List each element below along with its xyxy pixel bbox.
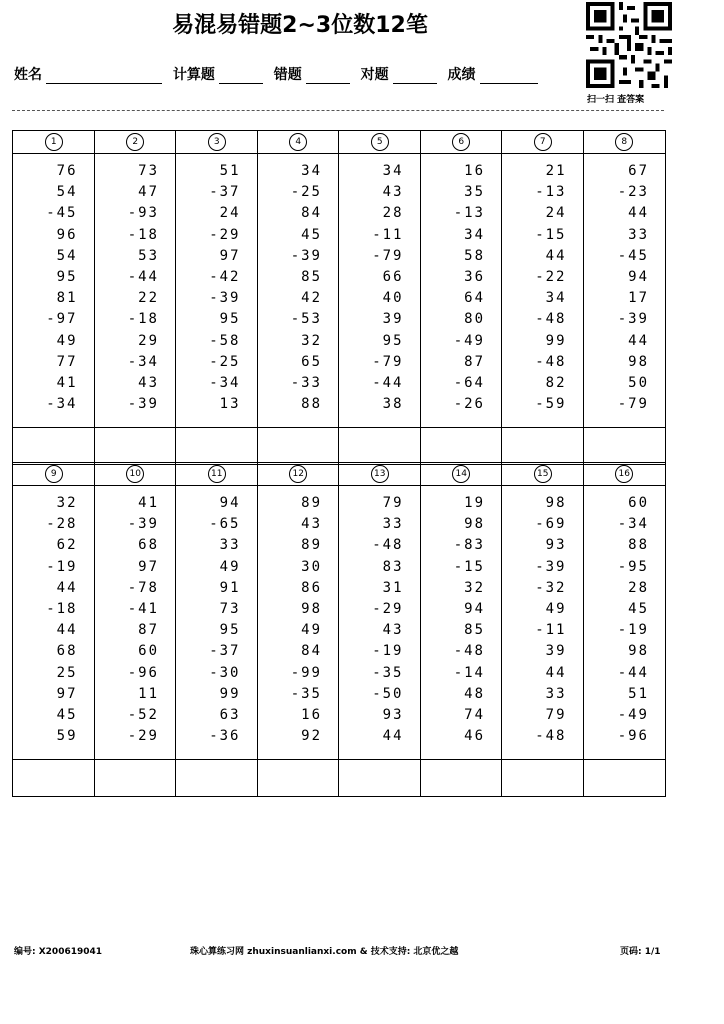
answer-box[interactable] <box>258 427 340 465</box>
problem-value: -14 <box>453 664 485 681</box>
problem-value: 49 <box>545 601 567 618</box>
problem-header <box>421 131 503 154</box>
problem-number: 8 <box>615 133 633 151</box>
problem-value: 68 <box>56 643 78 660</box>
problem-number: 6 <box>452 133 470 151</box>
problem-value: 28 <box>628 579 649 596</box>
problem-value: 89 <box>301 495 322 511</box>
problem-value: 33 <box>219 537 241 554</box>
problem-value: 34 <box>301 163 322 179</box>
problem-values <box>209 161 240 415</box>
problem-column <box>502 131 584 464</box>
problem-value: 46 <box>464 728 485 745</box>
divider <box>12 110 664 111</box>
problem-value: -28 <box>46 516 78 533</box>
problem-value: -53 <box>290 311 322 328</box>
problem-value: -33 <box>290 375 322 392</box>
problem-value: -25 <box>209 353 241 370</box>
problem-value: -78 <box>127 579 159 596</box>
problem-header <box>584 131 666 154</box>
problem-value: 95 <box>56 269 78 286</box>
problem-column <box>13 463 95 796</box>
problem-value: 32 <box>301 332 322 349</box>
problem-value: 97 <box>219 247 241 264</box>
problem-value: 45 <box>56 707 78 724</box>
problem-value: 36 <box>464 269 485 286</box>
problem-value: -39 <box>535 558 567 575</box>
problem-value: 44 <box>628 205 649 222</box>
problem-value: -29 <box>372 601 404 618</box>
problem-number: 9 <box>45 465 63 483</box>
problem-value: 16 <box>464 163 485 179</box>
problem-values <box>209 493 240 747</box>
problem-value: 43 <box>382 622 404 639</box>
problem-value: -39 <box>209 290 241 307</box>
problem-value: 45 <box>301 226 322 243</box>
problem-values <box>46 493 77 747</box>
problem-value: 42 <box>301 290 322 307</box>
problem-value: 67 <box>628 163 649 179</box>
problem-value: -29 <box>209 226 241 243</box>
problem-value: -48 <box>453 643 485 660</box>
problem-value: 49 <box>219 558 241 575</box>
answer-box[interactable] <box>502 427 584 465</box>
problem-header <box>339 131 421 154</box>
problem-number: 13 <box>371 465 389 483</box>
problem-value: -79 <box>372 353 404 370</box>
problem-column <box>176 463 258 796</box>
problem-value: -18 <box>127 226 159 243</box>
problem-values <box>618 161 649 415</box>
problem-value: 44 <box>545 247 567 264</box>
problem-value: -44 <box>617 664 649 681</box>
problem-value: 92 <box>301 728 322 745</box>
problem-value: 43 <box>138 375 159 392</box>
problem-column <box>339 463 421 796</box>
problem-value: 39 <box>382 311 404 328</box>
problem-header <box>502 131 584 154</box>
problem-value: 34 <box>464 226 485 243</box>
answer-box[interactable] <box>421 759 503 797</box>
problem-value: -95 <box>617 558 649 575</box>
problem-value: 95 <box>219 622 241 639</box>
problem-column <box>339 131 421 464</box>
problem-values <box>535 493 566 747</box>
problem-value: -52 <box>127 707 159 724</box>
name-field[interactable] <box>46 67 162 84</box>
problem-value: 84 <box>301 205 322 222</box>
problem-value: 82 <box>545 375 567 392</box>
problem-value: 97 <box>138 558 159 575</box>
problem-value: 83 <box>382 558 404 575</box>
problem-number: 12 <box>289 465 307 483</box>
problem-value: -41 <box>127 601 159 618</box>
problem-values <box>372 493 403 747</box>
problem-value: -97 <box>46 311 78 328</box>
problem-value: 87 <box>138 622 159 639</box>
problem-value: -48 <box>535 728 567 745</box>
problem-column <box>584 463 666 796</box>
problem-value: 95 <box>382 332 404 349</box>
problem-value: -13 <box>453 205 485 222</box>
problem-value: 85 <box>301 269 322 286</box>
problem-value: 43 <box>301 516 322 533</box>
problem-value: 88 <box>628 537 649 554</box>
problem-value: 25 <box>56 664 78 681</box>
problem-value: 43 <box>382 184 404 201</box>
problem-value: 16 <box>301 707 322 724</box>
problem-value: 48 <box>464 685 485 702</box>
problem-column <box>95 463 177 796</box>
problem-value: 96 <box>56 226 78 243</box>
problem-value: 66 <box>382 269 404 286</box>
problem-value: -58 <box>209 332 241 349</box>
wrong-label: 错题 <box>273 67 302 83</box>
problem-value: 74 <box>464 707 485 724</box>
footer-site: 珠心算练习网 zhuxinsuanlianxi.com & 技术支持: 北京优之越 <box>190 947 459 957</box>
problem-column <box>176 131 258 464</box>
problem-value: 39 <box>545 643 567 660</box>
answer-box[interactable] <box>176 427 258 465</box>
right-label: 对题 <box>360 67 389 83</box>
answer-box[interactable] <box>584 427 666 465</box>
problem-value: 33 <box>628 226 649 243</box>
problem-value: 41 <box>138 495 159 511</box>
problem-value: 19 <box>464 495 485 511</box>
problem-value: 73 <box>138 163 159 179</box>
problem-number: 1 <box>45 133 63 151</box>
problem-value: 24 <box>219 205 241 222</box>
problem-value: 32 <box>464 579 485 596</box>
problem-header <box>95 463 177 486</box>
problem-value: 62 <box>56 537 78 554</box>
problem-values <box>128 493 159 747</box>
problem-value: -19 <box>372 643 404 660</box>
problem-values <box>454 161 485 415</box>
answer-box[interactable] <box>258 759 340 797</box>
problem-value: 93 <box>545 537 567 554</box>
problem-value: 21 <box>545 163 567 179</box>
problem-value: 98 <box>628 643 649 660</box>
problem-column <box>421 463 503 796</box>
problem-value: 31 <box>382 579 404 596</box>
problem-header <box>13 131 95 154</box>
problem-value: 98 <box>628 353 649 370</box>
problem-value: -15 <box>453 558 485 575</box>
problem-values <box>128 161 159 415</box>
problem-value: -65 <box>209 516 241 533</box>
problem-column <box>13 131 95 464</box>
right-count-field[interactable] <box>393 67 437 84</box>
problem-value: -11 <box>535 622 567 639</box>
answer-box[interactable] <box>502 759 584 797</box>
problem-value: 98 <box>545 495 567 511</box>
student-info-row <box>14 64 544 84</box>
problem-value: 85 <box>464 622 485 639</box>
answer-box[interactable] <box>95 427 177 465</box>
problem-value: 73 <box>219 601 241 618</box>
problem-value: 89 <box>301 537 322 554</box>
problem-value: 44 <box>545 664 567 681</box>
problem-value: -13 <box>535 184 567 201</box>
problem-value: 88 <box>301 396 322 413</box>
problem-value: -19 <box>617 622 649 639</box>
problem-value: -39 <box>127 516 159 533</box>
problem-value: -34 <box>209 375 241 392</box>
problem-value: -83 <box>453 537 485 554</box>
problem-header <box>258 463 340 486</box>
problem-value: 13 <box>219 396 241 413</box>
problem-value: 97 <box>56 685 78 702</box>
footer-page: 页码: 1/1 <box>620 947 661 957</box>
answer-box[interactable] <box>13 759 95 797</box>
problem-value: 94 <box>219 495 241 511</box>
problem-header <box>502 463 584 486</box>
problem-grid <box>12 462 666 797</box>
problem-value: 17 <box>628 290 649 307</box>
problem-value: -37 <box>209 184 241 201</box>
problem-value: -30 <box>209 664 241 681</box>
problem-number: 15 <box>534 465 552 483</box>
problem-value: -48 <box>535 311 567 328</box>
problem-header <box>421 463 503 486</box>
problem-value: 41 <box>56 375 78 392</box>
problem-header <box>13 463 95 486</box>
problem-value: 91 <box>219 579 241 596</box>
problem-value: -96 <box>127 664 159 681</box>
footer-serial: 编号: X200619041 <box>14 947 103 957</box>
problem-number: 2 <box>126 133 144 151</box>
problem-header <box>584 463 666 486</box>
answer-box[interactable] <box>584 759 666 797</box>
problem-value: 65 <box>301 353 322 370</box>
problem-value: -18 <box>46 601 78 618</box>
problem-value: 54 <box>56 184 78 201</box>
problem-value: 86 <box>301 579 322 596</box>
problem-value: 58 <box>464 247 485 264</box>
problem-value: 34 <box>382 163 404 179</box>
problem-value: -36 <box>209 728 241 745</box>
problem-value: -23 <box>617 184 649 201</box>
problem-number: 11 <box>208 465 226 483</box>
problem-value: 99 <box>545 332 567 349</box>
problem-value: 34 <box>545 290 567 307</box>
answer-box[interactable] <box>421 427 503 465</box>
problem-value: 77 <box>56 353 78 370</box>
problem-value: -42 <box>209 269 241 286</box>
problem-value: -44 <box>127 269 159 286</box>
problem-value: 68 <box>138 537 159 554</box>
qr-code[interactable] <box>585 2 673 88</box>
calc-count-field[interactable] <box>219 67 263 84</box>
problem-value: -96 <box>617 728 649 745</box>
problem-value: 33 <box>545 685 567 702</box>
problem-header <box>339 463 421 486</box>
problem-value: 45 <box>628 601 649 618</box>
problem-value: 94 <box>464 601 485 618</box>
problem-value: -18 <box>127 311 159 328</box>
problem-value: 22 <box>138 290 159 307</box>
problem-value: -39 <box>290 247 322 264</box>
problem-value: -11 <box>372 226 404 243</box>
problem-value: -26 <box>453 396 485 413</box>
problem-value: 53 <box>138 247 159 264</box>
problem-column <box>95 131 177 464</box>
calc-label: 计算题 <box>172 67 215 83</box>
problem-value: 79 <box>545 707 567 724</box>
problem-value: 95 <box>219 311 241 328</box>
problem-value: -45 <box>617 247 649 264</box>
problem-header <box>258 131 340 154</box>
problem-column <box>421 131 503 464</box>
problem-value: -99 <box>290 664 322 681</box>
problem-value: -15 <box>535 226 567 243</box>
problem-value: 28 <box>382 205 404 222</box>
problem-header <box>176 463 258 486</box>
problem-value: 32 <box>56 495 78 511</box>
problem-value: -35 <box>290 685 322 702</box>
problem-value: 47 <box>138 184 159 201</box>
problem-value: -64 <box>453 375 485 392</box>
problem-values <box>46 161 77 415</box>
problem-number: 3 <box>208 133 226 151</box>
problem-value: -22 <box>535 269 567 286</box>
problem-value: 60 <box>138 643 159 660</box>
problem-value: -34 <box>127 353 159 370</box>
problem-value: 60 <box>628 495 649 511</box>
problem-values <box>618 493 649 747</box>
problem-number: 4 <box>289 133 307 151</box>
problem-value: -44 <box>372 375 404 392</box>
problem-value: -69 <box>535 516 567 533</box>
problem-value: 35 <box>464 184 485 201</box>
problem-value: -59 <box>535 396 567 413</box>
problem-grid <box>12 130 666 465</box>
problem-value: 84 <box>301 643 322 660</box>
problem-column <box>502 463 584 796</box>
problem-values <box>454 493 485 747</box>
problem-value: 59 <box>56 728 78 745</box>
problem-number: 14 <box>452 465 470 483</box>
problem-values <box>535 161 566 415</box>
problem-value: 24 <box>545 205 567 222</box>
problem-value: -79 <box>372 247 404 264</box>
problem-values <box>291 161 322 415</box>
problem-value: 64 <box>464 290 485 307</box>
answer-box[interactable] <box>339 759 421 797</box>
problem-value: -79 <box>617 396 649 413</box>
problem-value: 44 <box>56 622 78 639</box>
problem-number: 5 <box>371 133 389 151</box>
problem-value: -39 <box>127 396 159 413</box>
problem-column <box>584 131 666 464</box>
problem-column <box>258 131 340 464</box>
problem-value: 93 <box>382 707 404 724</box>
problem-value: 11 <box>138 685 159 702</box>
problem-value: 99 <box>219 685 241 702</box>
problem-value: -39 <box>617 311 649 328</box>
problem-value: 51 <box>628 685 649 702</box>
problem-header <box>176 131 258 154</box>
problem-value: -34 <box>46 396 78 413</box>
problem-value: -19 <box>46 558 78 575</box>
problem-value: 54 <box>56 247 78 264</box>
problem-value: 44 <box>382 728 404 745</box>
problem-value: 29 <box>138 332 159 349</box>
problem-number: 7 <box>534 133 552 151</box>
problem-value: 49 <box>56 332 78 349</box>
problem-value: 50 <box>628 375 649 392</box>
answer-box[interactable] <box>176 759 258 797</box>
problem-value: 30 <box>301 558 322 575</box>
problem-value: -37 <box>209 643 241 660</box>
problem-value: -29 <box>127 728 159 745</box>
problem-value: 38 <box>382 396 404 413</box>
problem-value: 87 <box>464 353 485 370</box>
problem-value: -48 <box>535 353 567 370</box>
name-label: 姓名 <box>14 67 42 83</box>
problem-value: -49 <box>617 707 649 724</box>
problem-number: 10 <box>126 465 144 483</box>
problem-value: 51 <box>219 163 241 179</box>
wrong-count-field[interactable] <box>306 67 350 84</box>
problem-value: 81 <box>56 290 78 307</box>
problem-value: 79 <box>382 495 404 511</box>
problem-value: -45 <box>46 205 78 222</box>
problem-value: -49 <box>453 332 485 349</box>
problem-value: 94 <box>628 269 649 286</box>
score-field[interactable] <box>480 67 538 84</box>
problem-value: -32 <box>535 579 567 596</box>
problem-value: -35 <box>372 664 404 681</box>
problem-values <box>372 161 403 415</box>
problem-header <box>95 131 177 154</box>
qr-caption: 扫一扫 查答案 <box>587 95 645 105</box>
problem-value: 44 <box>628 332 649 349</box>
answer-box[interactable] <box>95 759 177 797</box>
page-title: 易混易错题2~3位数12笔 <box>172 13 428 38</box>
problem-value: 98 <box>464 516 485 533</box>
problem-value: -93 <box>127 205 159 222</box>
problem-number: 16 <box>615 465 633 483</box>
problem-value: 98 <box>301 601 322 618</box>
problem-value: -34 <box>617 516 649 533</box>
problem-value: 49 <box>301 622 322 639</box>
problem-value: 80 <box>464 311 485 328</box>
problem-value: 63 <box>219 707 241 724</box>
problem-values <box>291 493 322 747</box>
problem-value: -25 <box>290 184 322 201</box>
problem-value: -50 <box>372 685 404 702</box>
answer-box[interactable] <box>13 427 95 465</box>
problem-value: 76 <box>56 163 78 179</box>
answer-box[interactable] <box>339 427 421 465</box>
problem-value: 33 <box>382 516 404 533</box>
problem-column <box>258 463 340 796</box>
score-label: 成绩 <box>447 67 476 83</box>
problem-value: 44 <box>56 579 78 596</box>
problem-value: 40 <box>382 290 404 307</box>
problem-value: -48 <box>372 537 404 554</box>
